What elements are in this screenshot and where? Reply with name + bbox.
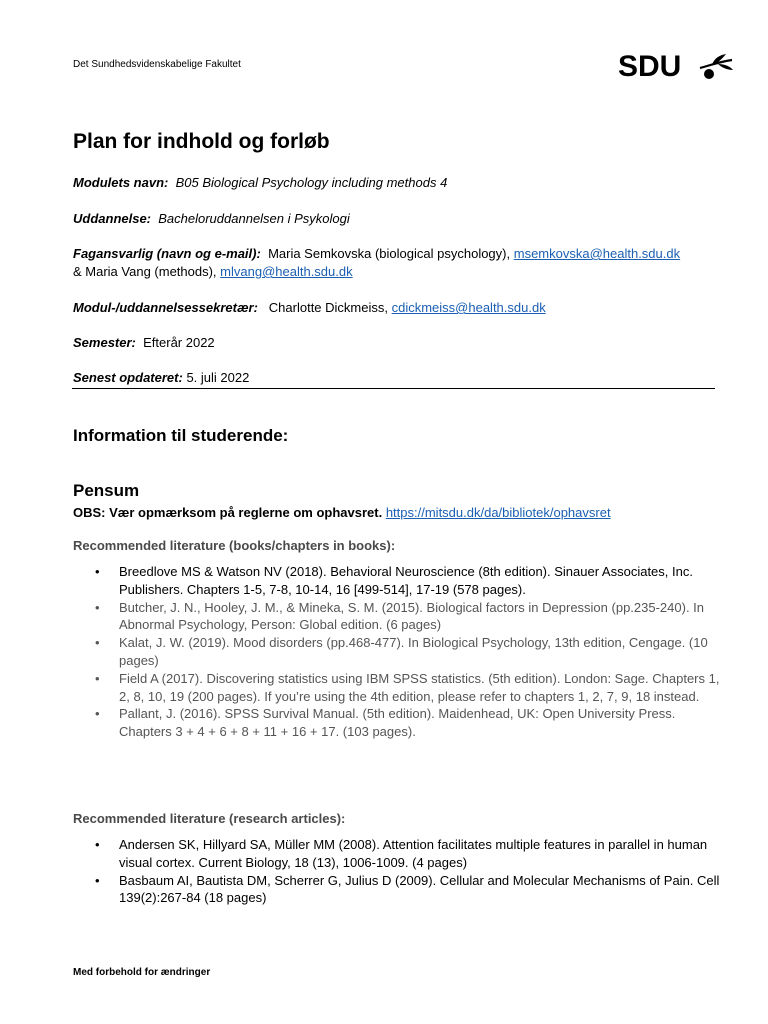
header-divider <box>72 388 715 389</box>
list-item: • Butcher, J. N., Hooley, J. M., & Mineka, S. M. (2015). Biological factors in Depression (pp.235-240). In Abnormal Psychology, Person: Global edition. (6 pages) <box>73 599 723 635</box>
education-key: Uddannelse: <box>73 211 152 226</box>
module-key: Modulets navn: <box>73 175 169 190</box>
books-heading: Recommended literature (books/chapters in books): <box>73 538 396 553</box>
olive-branch-icon <box>698 52 734 82</box>
responsible-name-1: Maria Semkovska (biological psychology), <box>268 246 511 261</box>
secretary-email-link[interactable]: cdickmeiss@health.sdu.dk <box>391 300 546 315</box>
list-item: • Kalat, J. W. (2019). Mood disorders (pp.468-477). In Biological Psychology, 13th edition, Cengage. (10 pages) <box>73 634 723 670</box>
copyright-notice <box>73 504 611 522</box>
page-title: Plan for indhold og forløb <box>73 130 330 153</box>
module-name-row <box>73 174 733 192</box>
updated-row <box>73 369 733 387</box>
module-value: B05 Biological Psychology including methods 4 <box>175 175 448 190</box>
responsible-key: Fagansvarlig (navn og e-mail): <box>73 246 261 261</box>
footer-note: Med forbehold for ændringer <box>73 967 211 978</box>
education-value: Bacheloruddannelsen i Psykologi <box>158 211 350 226</box>
updated-value: 5. juli 2022 <box>186 370 250 385</box>
pensum-heading: Pensum <box>73 481 140 500</box>
responsible-name-2: & Maria Vang (methods), <box>73 264 217 279</box>
articles-list <box>73 836 723 907</box>
copyright-notice-text: OBS: Vær opmærksom på reglerne om ophavsret. <box>73 505 383 520</box>
updated-key: Senest opdateret: <box>73 370 183 385</box>
articles-heading: Recommended literature (research articles): <box>73 811 346 826</box>
list-item: • Basbaum AI, Bautista DM, Scherrer G, Julius D (2009). Cellular and Molecular Mechanisms of Pain. Cell 139(2):267-84 (18 pages) <box>73 872 723 908</box>
copyright-link[interactable]: https://mitsdu.dk/da/bibliotek/ophavsret <box>385 505 611 520</box>
list-item: • Andersen SK, Hillyard SA, Müller MM (2008). Attention facilitates multiple features in parallel in human visual cortex. Current Biology, 18 (13), 1006-1009. (4 pages) <box>73 836 723 872</box>
semester-row <box>73 334 733 352</box>
secretary-row <box>73 299 733 317</box>
sdu-logo <box>618 50 736 84</box>
list-item: • Breedlove MS & Watson NV (2018). Behavioral Neuroscience (8th edition). Sinauer Associates, Inc. Publishers. Chapters 1-5, 7-8, 10-14, 16 [499-514], 17-19 (578 pages). <box>73 563 723 599</box>
secretary-name: Charlotte Dickmeiss, <box>268 300 388 315</box>
info-heading: Information til studerende: <box>73 426 289 445</box>
books-list <box>73 563 723 741</box>
responsible-email-1-link[interactable]: msemkovska@health.sdu.dk <box>513 246 681 261</box>
faculty-name: Det Sundhedsvidenskabelige Fakultet <box>73 59 241 70</box>
logo-text: SDU <box>618 50 682 83</box>
responsible-email-2-link[interactable]: mlvang@health.sdu.dk <box>220 264 353 279</box>
responsible-row <box>73 245 733 281</box>
secretary-key: Modul-/uddannelsessekretær: <box>73 300 258 315</box>
list-item: • Pallant, J. (2016). SPSS Survival Manual. (5th edition). Maidenhead, UK: Open University Press. Chapters 3 + 4 + 6 + 8 + 11 + 16 + 17. (103 pages). <box>73 705 723 741</box>
education-row <box>73 210 733 228</box>
list-item: • Field A (2017). Discovering statistics using IBM SPSS statistics. (5th edition). London: Sage. Chapters 1, 2, 8, 10, 19 (200 pages). If you’re using the 4th edition, please refer to chapters 1, 2, 7, 9, 18 instead. <box>73 670 723 706</box>
semester-value: Efterår 2022 <box>143 335 215 350</box>
semester-key: Semester: <box>73 335 136 350</box>
